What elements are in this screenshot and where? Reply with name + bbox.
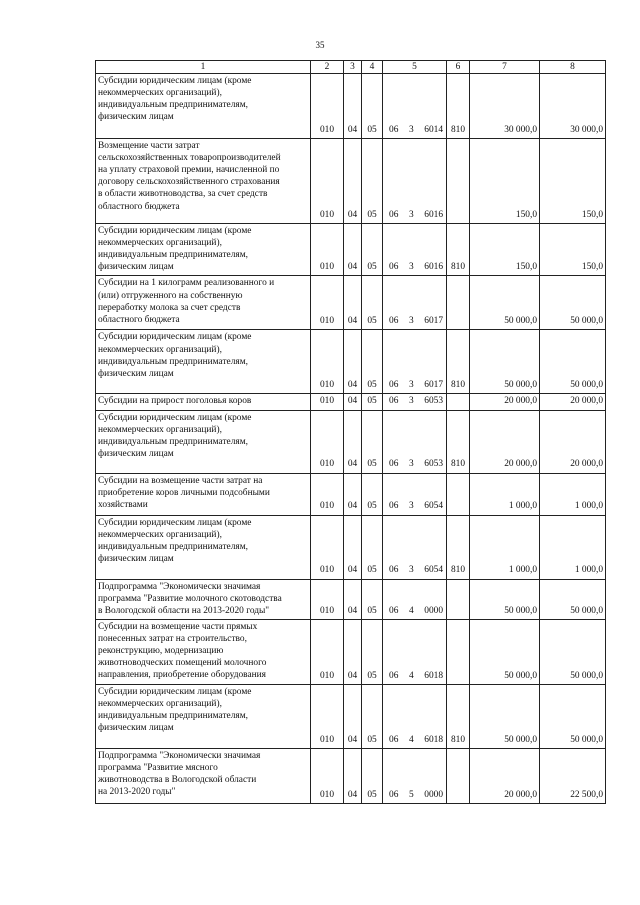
table-row — [96, 684, 606, 748]
col5-cell — [383, 473, 447, 515]
col3-cell: 04 — [344, 276, 362, 330]
amount-2016-cell: 30 000,0 — [540, 74, 606, 139]
col6-cell — [447, 619, 470, 684]
amount-2015-cell: 50 000,0 — [470, 579, 540, 619]
col2-cell: 010 — [311, 410, 344, 473]
col4-cell: 05 — [362, 748, 383, 803]
amount-2016-cell: 1 000,0 — [540, 515, 606, 579]
target-code-part: 3 — [408, 210, 414, 220]
col2-cell: 010 — [311, 394, 344, 410]
amount-2015-cell: 150,0 — [470, 224, 540, 276]
col5-cell — [383, 410, 447, 473]
amount-2015-cell: 50 000,0 — [470, 619, 540, 684]
target-code-part: 0000 — [424, 605, 443, 616]
col2-cell: 010 — [311, 139, 344, 224]
target-code-part: 3 — [408, 501, 414, 512]
target-code-part: 6017 — [424, 316, 443, 327]
col3-cell: 04 — [344, 473, 362, 515]
table-row — [96, 473, 606, 515]
row-name-cell: Возмещение части затрат сельскохозяйственных товаропроизводителей на уплату страховой премии, начисленной по договору сельскохозяйственного страхования в области животноводства, за счет средств областного бюджета — [96, 139, 311, 224]
table-row — [96, 579, 606, 619]
amount-2016-cell: 150,0 — [540, 139, 606, 224]
amount-2015-cell: 20 000,0 — [470, 748, 540, 803]
amount-2015-cell: 1 000,0 — [470, 515, 540, 579]
table-row — [96, 515, 606, 579]
table-row — [96, 619, 606, 684]
col6-cell: 810 — [447, 224, 470, 276]
target-code-part: 06 — [389, 396, 399, 407]
col3-cell: 04 — [344, 330, 362, 394]
table-row — [96, 74, 606, 139]
col5-cell — [383, 74, 447, 139]
table-row — [96, 224, 606, 276]
col6-cell — [447, 394, 470, 410]
row-name-cell: Подпрограмма "Экономически значимая программа "Развитие мясного животноводства в Вологодской области на 2013-2020 годы" — [96, 748, 311, 803]
header-col-6: 6 — [447, 61, 470, 74]
col4-cell: 05 — [362, 684, 383, 748]
table-row — [96, 394, 606, 410]
amount-2016-cell: 20 000,0 — [540, 410, 606, 473]
target-code-part: 06 — [389, 210, 399, 220]
col2-cell: 010 — [311, 684, 344, 748]
target-code-part: 4 — [408, 734, 414, 745]
amount-2016-cell: 1 000,0 — [540, 473, 606, 515]
col4-cell: 05 — [362, 410, 383, 473]
amount-2016-cell: 50 000,0 — [540, 276, 606, 330]
header-col-5: 5 — [383, 61, 447, 74]
row-name-cell: Субсидии юридическим лицам (кроме некоммерческих организаций), индивидуальным предпринимателям, физическим лицам — [96, 224, 311, 276]
col3-cell: 04 — [344, 410, 362, 473]
col6-cell — [447, 748, 470, 803]
col3-cell: 04 — [344, 74, 362, 139]
target-code-part: 3 — [408, 125, 414, 135]
target-code-part: 4 — [408, 670, 414, 681]
target-code-part: 06 — [389, 605, 399, 616]
col6-cell: 810 — [447, 330, 470, 394]
col3-cell: 04 — [344, 139, 362, 224]
header-col-8: 8 — [540, 61, 606, 74]
amount-2015-cell: 20 000,0 — [470, 410, 540, 473]
target-code-part: 3 — [408, 380, 414, 391]
table-row — [96, 748, 606, 803]
target-code-part: 06 — [389, 734, 399, 745]
row-name-cell: Субсидии на возмещение части прямых понесенных затрат на строительство, реконструкцию, модернизацию животноводческих помещений молочного направления, приобретение оборудования — [96, 619, 311, 684]
col6-cell — [447, 473, 470, 515]
col5-cell — [383, 394, 447, 410]
row-name-cell: Субсидии юридическим лицам (кроме некоммерческих организаций), индивидуальным предпринимателям, физическим лицам — [96, 330, 311, 394]
target-code-part: 6054 — [424, 501, 443, 512]
col4-cell: 05 — [362, 619, 383, 684]
header-col-4: 4 — [362, 61, 383, 74]
col4-cell: 05 — [362, 394, 383, 410]
target-code-part: 0000 — [424, 789, 443, 800]
header-col-2: 2 — [311, 61, 344, 74]
target-code-part: 6053 — [424, 396, 443, 407]
col2-cell: 010 — [311, 330, 344, 394]
col4-cell: 05 — [362, 74, 383, 139]
col6-cell — [447, 276, 470, 330]
col2-cell: 010 — [311, 224, 344, 276]
col6-cell: 810 — [447, 74, 470, 139]
col4-cell: 05 — [362, 579, 383, 619]
amount-2016-cell: 22 500,0 — [540, 748, 606, 803]
col3-cell: 04 — [344, 224, 362, 276]
target-code-part: 06 — [389, 670, 399, 681]
col5-cell — [383, 139, 447, 224]
col5-cell — [383, 276, 447, 330]
target-code-part: 06 — [389, 125, 399, 135]
target-code-part: 06 — [389, 565, 399, 576]
target-code-part: 6016 — [424, 262, 443, 273]
col4-cell: 05 — [362, 330, 383, 394]
amount-2016-cell: 50 000,0 — [540, 619, 606, 684]
target-code-part: 4 — [408, 605, 414, 616]
amount-2016-cell: 50 000,0 — [540, 330, 606, 394]
col5-cell — [383, 684, 447, 748]
target-code-part: 06 — [389, 262, 399, 273]
amount-2015-cell: 50 000,0 — [470, 684, 540, 748]
row-name-cell: Субсидии юридическим лицам (кроме некоммерческих организаций), индивидуальным предпринимателям, физическим лицам — [96, 410, 311, 473]
target-code-part: 06 — [389, 501, 399, 512]
row-name-cell: Субсидии юридическим лицам (кроме некоммерческих организаций), индивидуальным предпринимателям, физическим лицам — [96, 515, 311, 579]
col2-cell: 010 — [311, 579, 344, 619]
col6-cell: 810 — [447, 684, 470, 748]
col3-cell: 04 — [344, 748, 362, 803]
amount-2015-cell: 50 000,0 — [470, 276, 540, 330]
target-code-part: 6017 — [424, 380, 443, 391]
amount-2015-cell: 150,0 — [470, 139, 540, 224]
col6-cell — [447, 139, 470, 224]
col3-cell: 04 — [344, 394, 362, 410]
col2-cell: 010 — [311, 473, 344, 515]
header-col-1: 1 — [96, 61, 311, 74]
table-row — [96, 330, 606, 394]
target-code-part: 6014 — [424, 125, 443, 135]
col4-cell: 05 — [362, 515, 383, 579]
budget-table — [95, 60, 606, 804]
amount-2015-cell: 20 000,0 — [470, 394, 540, 410]
target-code-part: 06 — [389, 789, 399, 800]
header-col-7: 7 — [470, 61, 540, 74]
target-code-part: 3 — [408, 396, 414, 407]
col2-cell: 010 — [311, 74, 344, 139]
row-name-cell: Субсидии юридическим лицам (кроме некоммерческих организаций), индивидуальным предпринимателям, физическим лицам — [96, 684, 311, 748]
amount-2016-cell: 150,0 — [540, 224, 606, 276]
col3-cell: 04 — [344, 619, 362, 684]
row-name-cell: Субсидии на возмещение части затрат на приобретение коров личными подсобными хозяйствами — [96, 473, 311, 515]
col5-cell — [383, 224, 447, 276]
row-name-cell: Субсидии юридическим лицам (кроме некоммерческих организаций), индивидуальным предпринимателям, физическим лицам — [96, 74, 311, 139]
col2-cell: 010 — [311, 748, 344, 803]
target-code-part: 3 — [408, 565, 414, 576]
col4-cell: 05 — [362, 224, 383, 276]
target-code-part: 06 — [389, 380, 399, 391]
col2-cell: 010 — [311, 619, 344, 684]
col6-cell — [447, 579, 470, 619]
col4-cell: 05 — [362, 473, 383, 515]
col2-cell: 010 — [311, 276, 344, 330]
page-number: 35 — [315, 40, 325, 50]
target-code-part: 6054 — [424, 565, 443, 576]
amount-2016-cell: 50 000,0 — [540, 684, 606, 748]
table-row — [96, 410, 606, 473]
col3-cell: 04 — [344, 684, 362, 748]
target-code-part: 3 — [408, 316, 414, 327]
col6-cell: 810 — [447, 410, 470, 473]
col6-cell: 810 — [447, 515, 470, 579]
target-code-part: 5 — [408, 789, 414, 800]
col5-cell — [383, 619, 447, 684]
target-code-part: 06 — [389, 459, 399, 470]
col2-cell: 010 — [311, 515, 344, 579]
header-col-3: 3 — [344, 61, 362, 74]
row-name-cell: Субсидии на прирост поголовья коров — [96, 394, 311, 410]
amount-2015-cell: 30 000,0 — [470, 74, 540, 139]
amount-2016-cell: 50 000,0 — [540, 579, 606, 619]
target-code-part: 3 — [408, 262, 414, 273]
amount-2015-cell: 50 000,0 — [470, 330, 540, 394]
col5-cell — [383, 748, 447, 803]
header-row — [96, 61, 606, 74]
col4-cell: 05 — [362, 276, 383, 330]
row-name-cell: Подпрограмма "Экономически значимая программа "Развитие молочного скотоводства в Вологодской области на 2013-2020 годы" — [96, 579, 311, 619]
col5-cell — [383, 515, 447, 579]
col5-cell — [383, 330, 447, 394]
target-code-part: 06 — [389, 316, 399, 327]
table-row — [96, 276, 606, 330]
col3-cell: 04 — [344, 579, 362, 619]
target-code-part: 3 — [408, 459, 414, 470]
col4-cell: 05 — [362, 139, 383, 224]
target-code-part: 6018 — [424, 734, 443, 745]
col5-cell — [383, 579, 447, 619]
target-code-part: 6053 — [424, 459, 443, 470]
amount-2016-cell: 20 000,0 — [540, 394, 606, 410]
target-code-part: 6016 — [424, 210, 443, 220]
col3-cell: 04 — [344, 515, 362, 579]
target-code-part: 6018 — [424, 670, 443, 681]
amount-2015-cell: 1 000,0 — [470, 473, 540, 515]
table-row — [96, 139, 606, 224]
row-name-cell: Субсидии на 1 килограмм реализованного и (или) отгруженного на собственную переработку молока за счет средств областного бюджета — [96, 276, 311, 330]
